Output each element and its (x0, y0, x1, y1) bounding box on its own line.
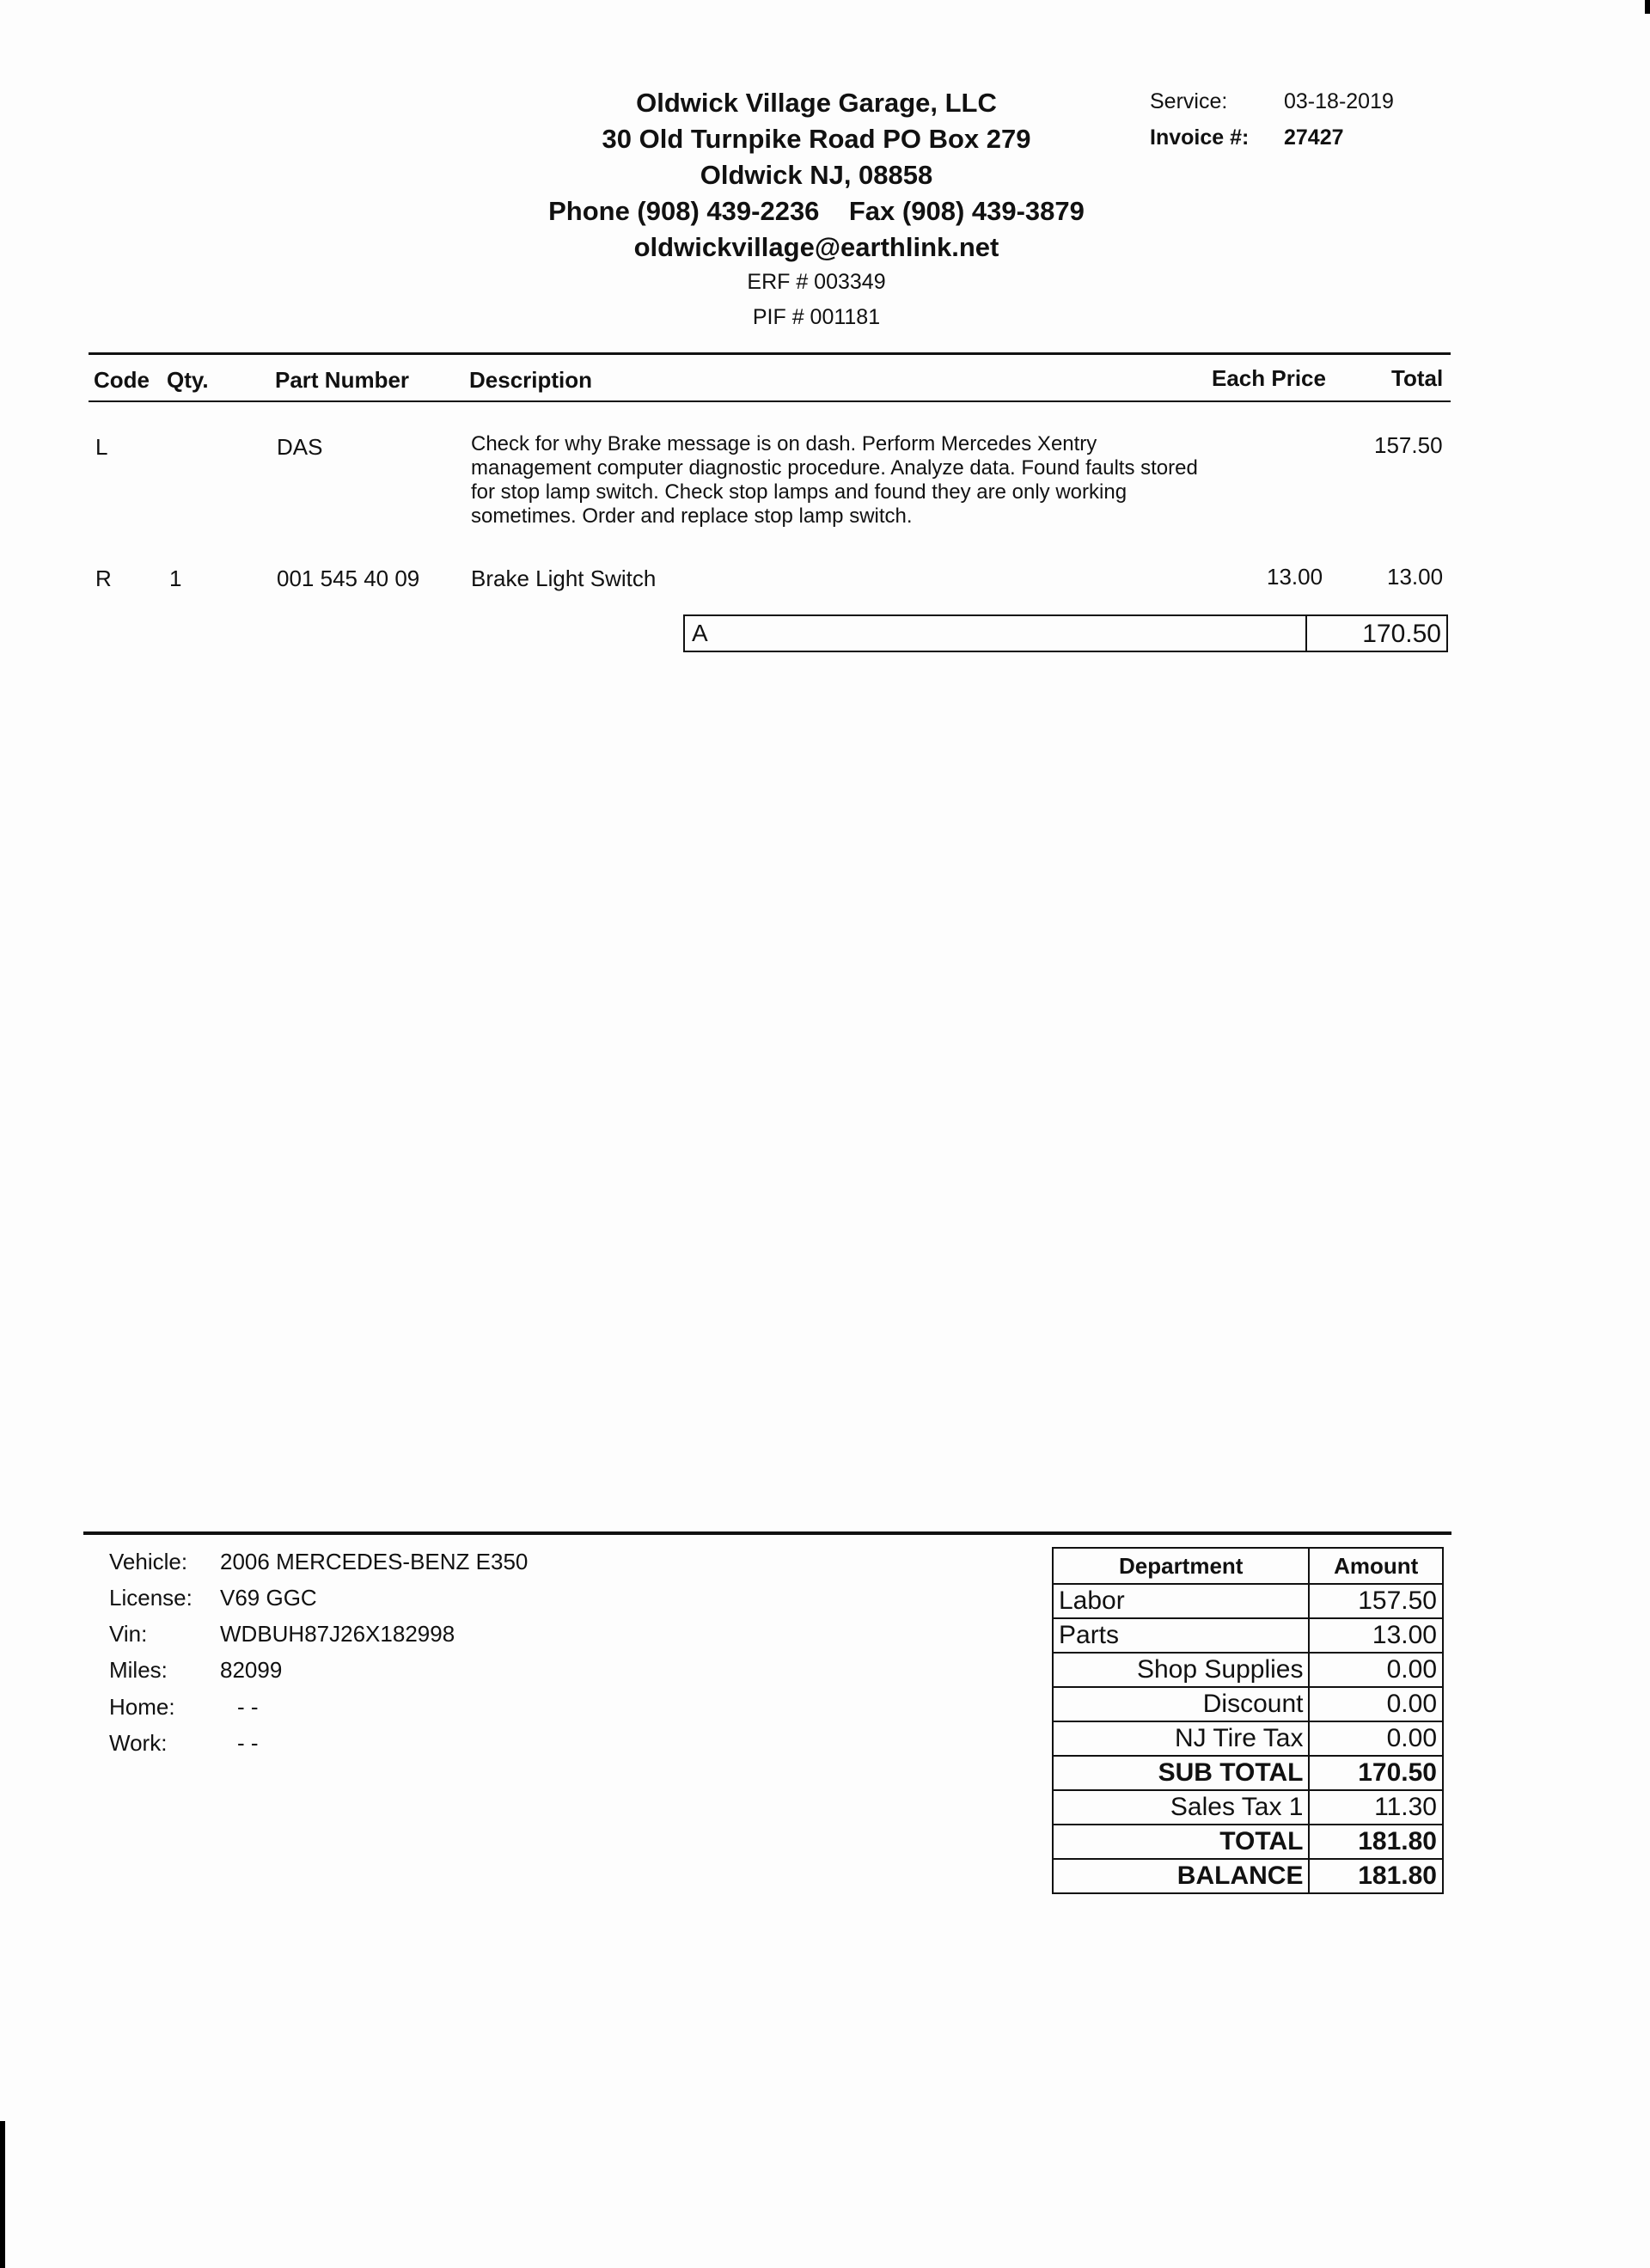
group-subtotal-code: A (692, 620, 708, 646)
business-address-line2: Oldwick NJ, 08858 (700, 160, 933, 190)
line-item-total: 157.50 (1374, 432, 1443, 458)
footer-rule (83, 1531, 1451, 1535)
license-value: V69 GGC (220, 1585, 317, 1611)
miles-label: Miles: (109, 1657, 168, 1683)
work-phone: - - (237, 1730, 259, 1756)
department-name: Labor (1053, 1584, 1309, 1618)
balance-amount: 181.80 (1309, 1859, 1443, 1893)
line-item-each-price: 13.00 (1267, 564, 1323, 590)
erf-number: ERF # 003349 (747, 270, 886, 294)
subtotal-amount: 170.50 (1309, 1756, 1443, 1790)
total-label: TOTAL (1053, 1825, 1309, 1859)
line-item-qty: 1 (169, 565, 182, 591)
line-item-code: R (95, 565, 112, 591)
home-label: Home: (109, 1694, 175, 1720)
subtotal-label: SUB TOTAL (1053, 1756, 1309, 1790)
license-label: License: (109, 1585, 192, 1611)
service-label: Service: (1150, 89, 1228, 113)
business-fax: Fax (908) 439-3879 (848, 196, 1085, 226)
department-amount: 157.50 (1309, 1584, 1443, 1618)
col-code: Code (94, 367, 150, 393)
group-subtotal-divider (1305, 616, 1307, 651)
line-item-description: Check for why Brake message is on dash. Perform Mercedes Xentry management computer diagnostic procedure. Analyze data. Found faults stored for stop lamp switch. Check stop lamps and found they are only working sometimes. Order and replace stop lamp switch. (471, 432, 1198, 528)
total-amount: 181.80 (1309, 1825, 1443, 1859)
department-row-parts (1053, 1618, 1443, 1653)
business-address-line1: 30 Old Turnpike Road PO Box 279 (602, 124, 1031, 154)
group-subtotal-box (683, 614, 1448, 652)
invoice-label: Invoice #: (1150, 125, 1250, 150)
header-bottom-rule (89, 400, 1451, 402)
department-row-sales-tax (1053, 1790, 1443, 1825)
sales-tax-amount: 11.30 (1309, 1790, 1443, 1825)
business-name: Oldwick Village Garage, LLC (636, 88, 997, 118)
col-description: Description (469, 367, 593, 393)
vehicle-label: Vehicle: (109, 1549, 188, 1574)
department-row-tire-tax (1053, 1721, 1443, 1756)
amount-header: Amount (1309, 1548, 1443, 1584)
department-header: Department (1053, 1548, 1309, 1584)
line-item-description: Brake Light Switch (471, 565, 657, 591)
home-phone: - - (237, 1694, 259, 1720)
col-part-number: Part Number (275, 367, 410, 393)
department-amount: 0.00 (1309, 1653, 1443, 1687)
department-name: Parts (1053, 1618, 1309, 1653)
department-row-discount (1053, 1687, 1443, 1721)
department-amount: 0.00 (1309, 1721, 1443, 1756)
pif-number: PIF # 001181 (752, 305, 881, 329)
scan-edge-mark-bottom (0, 2121, 5, 2268)
department-row-labor (1053, 1584, 1443, 1618)
sales-tax-label: Sales Tax 1 (1053, 1790, 1309, 1825)
department-header-row (1053, 1548, 1443, 1584)
scan-edge-mark-top (1645, 0, 1650, 14)
vin-label: Vin: (109, 1621, 148, 1647)
header-top-rule (89, 352, 1451, 355)
department-row-total (1053, 1825, 1443, 1859)
department-row-balance (1053, 1859, 1443, 1893)
col-total: Total (1391, 365, 1444, 391)
line-item-code: L (95, 434, 108, 460)
vin-value: WDBUH87J26X182998 (220, 1621, 455, 1647)
col-qty: Qty. (167, 367, 209, 393)
group-subtotal-amount: 170.50 (1362, 620, 1441, 648)
col-each-price: Each Price (1212, 365, 1326, 391)
vehicle-value: 2006 MERCEDES-BENZ E350 (220, 1549, 529, 1574)
balance-label: BALANCE (1053, 1859, 1309, 1893)
department-name: Shop Supplies (1053, 1653, 1309, 1687)
department-name: Discount (1053, 1687, 1309, 1721)
department-row-shop-supplies (1053, 1653, 1443, 1687)
invoice-number: 27427 (1284, 125, 1344, 150)
department-amount: 0.00 (1309, 1687, 1443, 1721)
department-name: NJ Tire Tax (1053, 1721, 1309, 1756)
department-totals-table (1052, 1547, 1444, 1894)
line-item-part-number: 001 545 40 09 (277, 565, 420, 591)
department-amount: 13.00 (1309, 1618, 1443, 1653)
line-item-part-number: DAS (277, 434, 323, 460)
business-phone: Phone (908) 439-2236 (548, 196, 820, 226)
department-row-subtotal (1053, 1756, 1443, 1790)
work-label: Work: (109, 1730, 168, 1756)
business-email: oldwickvillage@earthlink.net (633, 232, 999, 262)
miles-value: 82099 (220, 1657, 283, 1683)
business-phone-fax (481, 196, 1152, 227)
service-date: 03-18-2019 (1284, 89, 1394, 113)
line-item-total: 13.00 (1387, 564, 1444, 590)
